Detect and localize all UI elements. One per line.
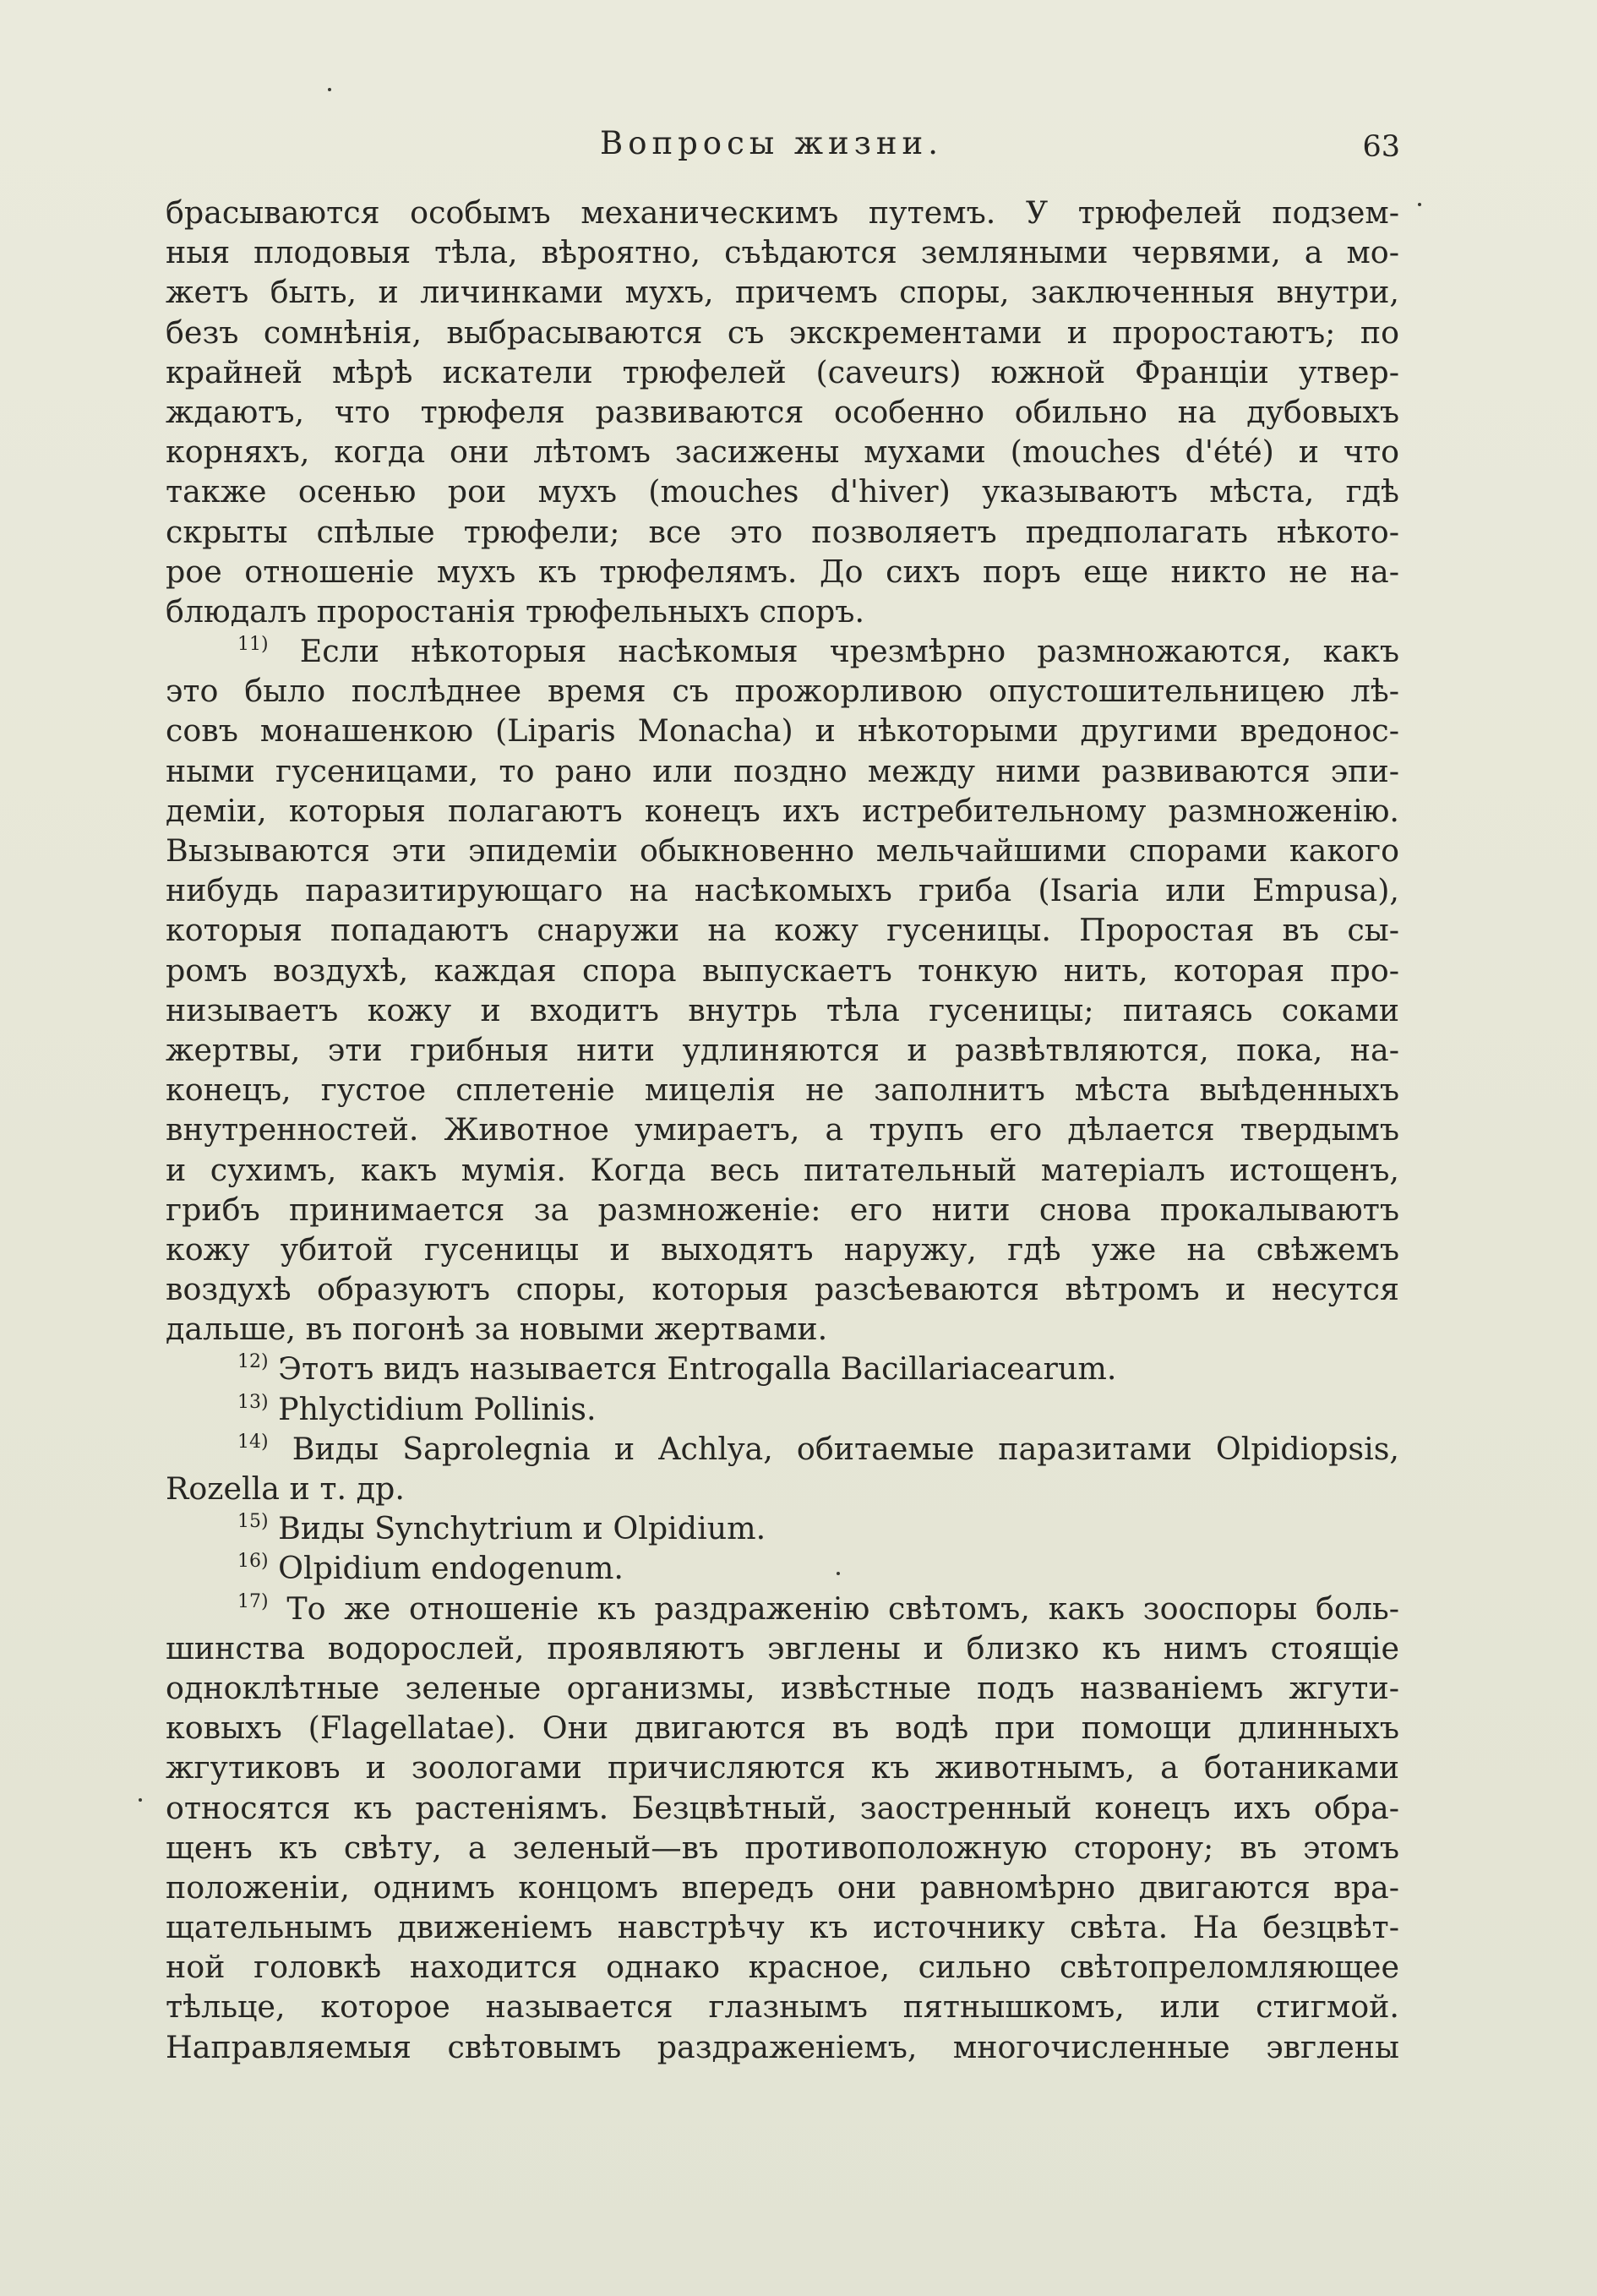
line-text: жгутиковъ и зоологами причисляются къ животнымъ, а ботаниками — [166, 1749, 1399, 1786]
text-line — [166, 671, 1399, 711]
line-text: ромъ воздухѣ, каждая спора выпускаетъ тонкую нить, которая про- — [166, 952, 1399, 989]
line-text: щательнымъ движеніемъ навстрѣчу къ источнику свѣта. На безцвѣт- — [166, 1909, 1399, 1946]
line-text: одноклѣтные зеленые организмы, извѣстные подъ названіемъ жгути- — [166, 1669, 1399, 1706]
text-line — [166, 1907, 1399, 1947]
line-text: ныя плодовыя тѣла, вѣроятно, съѣдаются земляными червями, а мо- — [166, 234, 1399, 271]
line-text: которыя попадаютъ снаружи на кожу гусеницы. Проростая въ сы- — [166, 912, 1399, 949]
footnote-marker: 15) — [237, 1511, 269, 1533]
text-line — [166, 1150, 1399, 1190]
text-line — [166, 1548, 1399, 1588]
line-text: Этотъ видъ называется Entrogalla Bacillariacearum. — [268, 1350, 1117, 1388]
line-text: ковыхъ (Flagellatae). Они двигаются въ водѣ при помощи длинныхъ — [166, 1710, 1399, 1747]
text-line — [166, 193, 1399, 232]
running-header — [169, 125, 1407, 176]
line-text: тѣльце, которое называется глазнымъ пятнышкомъ, или стигмой. — [166, 1988, 1399, 2026]
text-line — [166, 272, 1399, 312]
line-text: крайней мѣрѣ искатели трюфелей (caveurs) южной Франціи утвер- — [166, 353, 1399, 390]
text-line — [166, 1429, 1399, 1469]
line-text: ной головкѣ находится однако красное, сильно свѣтопреломляющее — [166, 1949, 1399, 1986]
text-line — [166, 1947, 1399, 1987]
text-line — [166, 1828, 1399, 1868]
text-line — [166, 1788, 1399, 1828]
line-text: Если нѣкоторыя насѣкомыя чрезмѣрно размножаются, какъ — [268, 633, 1399, 670]
print-speck — [1418, 203, 1421, 206]
text-line — [166, 711, 1399, 750]
text-line — [166, 910, 1399, 950]
text-line — [166, 1868, 1399, 1907]
line-text: ждаютъ, что трюфеля развиваются особенно обильно на дубовыхъ — [166, 393, 1399, 430]
footnote-marker: 16) — [237, 1551, 269, 1573]
footnote-marker: 12) — [237, 1351, 269, 1373]
text-line — [166, 1230, 1399, 1269]
line-text: Направляемыя свѣтовымъ раздраженіемъ, многочисленные эвглены — [166, 2028, 1399, 2065]
text-line — [166, 791, 1399, 831]
text-line — [166, 1389, 1399, 1429]
text-line — [166, 1110, 1399, 1149]
line-text: шинства водорослей, проявляютъ эвглены и близко къ нимъ стоящіе — [166, 1629, 1399, 1666]
text-line — [166, 1628, 1399, 1668]
line-text: Вызываются эти эпидеміи обыкновенно мельчайшими спорами какого — [166, 832, 1399, 869]
text-line — [166, 1309, 1399, 1349]
print-speck — [328, 88, 331, 91]
footnote-marker: 14) — [237, 1431, 269, 1453]
line-text: блюдалъ проростанія трюфельныхъ споръ. — [166, 592, 865, 630]
text-line — [166, 592, 1399, 631]
text-line — [166, 831, 1399, 870]
text-line — [166, 313, 1399, 352]
line-text: относятся къ растеніямъ. Безцвѣтный, заостренный конецъ ихъ обра- — [166, 1789, 1399, 1826]
text-line — [166, 1668, 1399, 1708]
text-line — [166, 990, 1399, 1030]
text-line — [166, 432, 1399, 472]
line-text: и сухимъ, какъ мумія. Когда весь питательный матеріалъ истощенъ, — [166, 1151, 1399, 1188]
text-line — [166, 1508, 1399, 1548]
page-number: 63 — [1362, 130, 1400, 164]
body-text — [166, 193, 1399, 2067]
text-line — [166, 1987, 1399, 2026]
text-line — [166, 870, 1399, 910]
footnote-marker: 17) — [237, 1590, 269, 1612]
line-text: безъ сомнѣнія, выбрасываются съ экскрементами и проростаютъ; по — [166, 314, 1399, 351]
text-line — [166, 392, 1399, 432]
text-line — [166, 951, 1399, 990]
line-text: деміи, которыя полагаютъ конецъ ихъ истребительному размноженію. — [166, 792, 1399, 829]
line-text: жетъ быть, и личинками мухъ, причемъ споры, заключенныя внутри, — [166, 274, 1399, 311]
text-line — [166, 352, 1399, 392]
text-line — [166, 1349, 1399, 1388]
line-text: конецъ, густое сплетеніе мицелія не заполнитъ мѣста выѣденныхъ — [166, 1072, 1399, 1109]
line-text: Phlyctidium Pollinis. — [268, 1390, 597, 1427]
line-text: рое отношеніе мухъ къ трюфелямъ. До сихъ поръ еще никто не на- — [166, 553, 1399, 590]
line-text: внутренностей. Животное умираетъ, а трупъ его дѣлается твердымъ — [166, 1111, 1399, 1148]
line-text: дальше, въ погонѣ за новыми жертвами. — [166, 1311, 828, 1348]
text-line — [166, 631, 1399, 671]
line-text: Rozella и т. др. — [166, 1470, 405, 1507]
text-line — [166, 1070, 1399, 1110]
text-line — [166, 1190, 1399, 1230]
line-text: жертвы, эти грибныя нити удлиняются и развѣтвляются, пока, на- — [166, 1031, 1399, 1068]
text-line — [166, 472, 1399, 511]
line-text: воздухѣ образуютъ споры, которыя разсѣеваются вѣтромъ и несутся — [166, 1271, 1399, 1308]
text-line — [166, 1589, 1399, 1628]
line-text: также осенью рои мухъ (mouches d'hiver) указываютъ мѣста, гдѣ — [166, 473, 1399, 510]
line-text: это было послѣднее время съ прожорливою опустошительницею лѣ- — [166, 673, 1399, 710]
line-text: положеніи, однимъ концомъ впередъ они равномѣрно двигаются вра- — [166, 1868, 1399, 1906]
text-line — [166, 1708, 1399, 1748]
line-text: ными гусеницами, то рано или поздно между ними развиваются эпи- — [166, 752, 1399, 789]
print-speck — [139, 1798, 142, 1802]
line-text: щенъ къ свѣту, а зеленый—въ противоположную сторону; въ этомъ — [166, 1829, 1399, 1866]
running-title: Вопросы жизни. — [600, 125, 943, 161]
print-speck — [837, 1572, 840, 1575]
text-line — [166, 232, 1399, 272]
line-text: низываетъ кожу и входитъ внутрь тѣла гусеницы; питаясь соками — [166, 991, 1399, 1028]
line-text: грибъ принимается за размноженіе: его нити снова прокалываютъ — [166, 1191, 1399, 1228]
line-text: брасываются особымъ механическимъ путемъ. У трюфелей подзем- — [166, 194, 1399, 231]
text-line — [166, 2027, 1399, 2067]
line-text: совъ монашенкою (Liparis Monacha) и нѣкоторыми другими вредонос- — [166, 712, 1399, 750]
line-text: скрыты спѣлые трюфели; все это позволяетъ предполагать нѣкото- — [166, 513, 1399, 550]
line-text: Виды Saprolegnia и Achlya, обитаемые паразитами Olpidiopsis, — [268, 1430, 1399, 1467]
line-text: нибудь паразитирующаго на насѣкомыхъ гриба (Isaria или Empusa), — [166, 872, 1399, 909]
footnote-marker: 11) — [237, 634, 269, 656]
line-text: Olpidium endogenum. — [268, 1550, 624, 1587]
line-text: кожу убитой гусеницы и выходятъ наружу, гдѣ уже на свѣжемъ — [166, 1230, 1399, 1268]
text-line — [166, 1269, 1399, 1309]
text-line — [166, 1748, 1399, 1787]
text-line — [166, 512, 1399, 552]
text-line — [166, 1030, 1399, 1070]
text-line — [166, 751, 1399, 791]
line-text: корняхъ, когда они лѣтомъ засижены мухами (mouches d'été) и что — [166, 434, 1399, 471]
text-line — [166, 552, 1399, 592]
line-text: Виды Synchytrium и Olpidium. — [268, 1510, 766, 1547]
text-line — [166, 1469, 1399, 1508]
footnote-marker: 13) — [237, 1391, 269, 1413]
line-text: То же отношеніе къ раздраженію свѣтомъ, какъ зооспоры боль- — [268, 1590, 1399, 1627]
